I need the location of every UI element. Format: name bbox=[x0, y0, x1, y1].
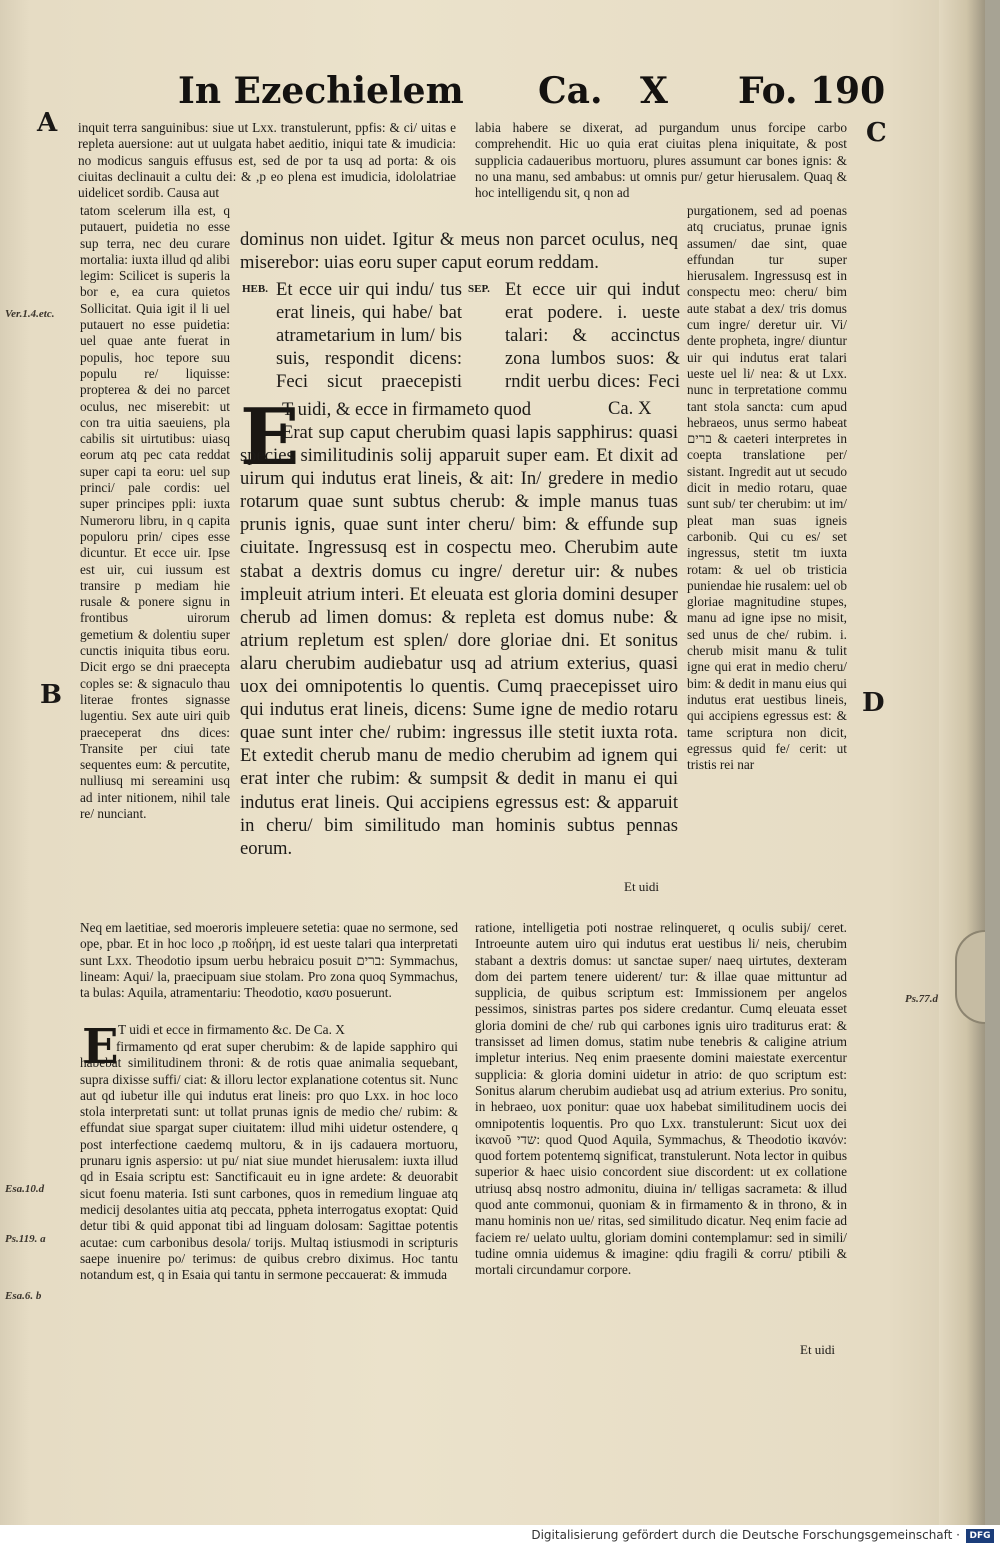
chapter-number: X bbox=[640, 70, 668, 112]
scripture-text: Erat sup caput cherubim quasi lapis sapphirus: quasi species similitudinis solij apparuit super eam. Et dixit ad uirum qui indutus erat lineis, & ait: In/ gredere in medio rotarum quae sunt subtus cherub: & imple manus tuas prunis ignis, quae sunt inter cheru/ bim: & effunde sup ciuitate. Ingressusq est in cospectu meo. Cherubim aute stabat a dextris domus cu ingre/ deretur uir: & nubes impleuit atrium interi. Et eleuata est gloria domini desuper cherub ad limen domus: & repleta est domus nube: & atrium repletum est splen/ dore gloriae dni. Et sonitus alaru cherubim audiebatur usq ad atrium exterius, quasi uox dei omnipotentis lo quentis. Cumq praecepisset uiro qui indutus erat lineis, dicens: Sume igne de medio rotaru quae sunt inter che/ rubim: ingressus ille stetit iuxta rota. Et extedit cherub manu de medio cherubim ad ignem qui erat inter che rubim: & sumpsit & dedit in manu ei qui indutus erat lineis. Qui accipiens egressus est: & apparuit in cheru/ bim similitudo man hominis subtus pennas eorum. bbox=[240, 422, 678, 859]
catchword-lower: Et uidi bbox=[800, 1342, 836, 1357]
sidebar-note: Ver.1.4.etc. bbox=[5, 308, 55, 320]
page-tab-marker bbox=[955, 930, 985, 1024]
margin-letter-a: A bbox=[37, 108, 58, 138]
version-label-heb: HEB. bbox=[242, 283, 268, 295]
scripture-intro: dominus non uidet. Igitur & meus non parcet oculus, neq miserebor: uias eoru super caput eorum reddam. bbox=[240, 229, 678, 274]
hebrew-version-text: Et ecce uir qui indu/ tus erat lineis, qui habe/ bat atrametarium in lum/ bis suis, respondit dicens: Feci sicut praecepisti bbox=[276, 279, 462, 393]
sidebar-note: Ps.119. a bbox=[5, 1233, 46, 1245]
catchword: Et uidi bbox=[624, 879, 660, 894]
commentary-lower-right: ratione, intelligetia poti nostrae relinqueret, q oculis subij/ ceret. Introeunte autem uiro qui indutus erat uestibus li/ neis, cherubim stabant a dextris domus: ut sanctae super/ naeq uirtutes, dexteram dom dei partem tenere uiderent/ tur: & illae quae mittuntur ad supplicia, de quibus scriptum est: Immissionem per angelos pessimos, sinistras partes pos sidere credantur. Cumq eleuata esset gloria domini de che/ rub qui carbones ignis uiro traditurus erat: & transisset ad limen domus, statim nube tenebris & caligine atrium impletur interius. Neq enim praesente domini maiestate exercentur supplicia: & gloria domini uidetur in atrio: de quo scriptum est: Sonitus alarum cherubim audiebat usq ad atrium exterius. Pro sonitu, in hebraeo, uox ponitur: quae uox habebat similitudinem uocis dei omnipotentis loquentis. Pro quo Lxx. transtulerunt: Sicut uox dei ἱκανοῦ שדי: quod Quod Aquila, Symmachus, & Theodotio ἱκανόν: quod fortem potentemq significat, transtulerunt. Nota lector in quibus superior & haec uisio concordent siue discordent: ut ex collatione utriusq absq nostro admonitu, diuina in/ telligas sacrameta: & illud quod ante commonui, quoniam & in firmamento & in throno, & in manu hominis non ue/ ritas, sed similitudo dicatur. Neq enim facie ad faciem re/ uelato uultu, gloriam domini contemplamur: sed in simili/ tudine omnia uidemus & imagine: qdiu fragili & corru/ ptibili & mortali circundamur corpore. bbox=[475, 920, 847, 1278]
sidebar-note: Ps.77.d bbox=[905, 993, 938, 1005]
commentary-lower-left: firmamento qd erat super cherubim: & de lapide sapphiro qui habebat similitudinem throni: & de rotis quae animalia sequebant, supra dixisse suffi/ ciat: & illoru lector explanatione cotentus sit. Nunc aut qd iubetur ille qui indutus erat lineis: pro quo Lxx. in hoc loco stola interpretati sunt: ut tollat prunas ignis de medio che/ rubim: & effundat siue spargat super ciuitatem: illud mihi uidetur ostendere, q post interfectione caedemq multoru, & in ijs cadauera mortuoru, prunaru ignis aspersio: ut pu/ niat siue mundet hierusalem: iuxta illud qd in Esaia scriptu est: Sanctificauit eu in igne ardete: & deuorabit sicut foenu materia. Isti sunt carbones, quos in remedium linguae atq medicij desolantes uitia atq peccata, ppheta interrogatus exoptat: Quid detur tibi & quid apponat tibi ad linguam dolosam: Sagittae potentis acutae: cum carbonibus desola/ torijs. Multaq istiusmodi in scripturis saepe inuenire po/ terimus: de quibus crebro diximus. Hoc tantu notandum est, q in Esaia qui tantu in sermone peccauerat: & immuda bbox=[80, 1039, 458, 1283]
version-label-sep: SEP. bbox=[468, 283, 490, 295]
commentary-top-left: inquit terra sanguinibus: siue ut Lxx. transtulerunt, ppfis: & ci/ uitas e repleta auersione: aut ut uulgata habet aeditio, iniqui tate & imudicia: no modicus sanguis effusus est, sed de por ta usq ad porta: & ois ciuitas declinauit a cultu dei: & ,p eo plena est imudicia, idololatriae uidelicet sordib. Causa aut bbox=[78, 120, 456, 201]
page-edge bbox=[939, 0, 985, 1525]
sidebar-note: Esa.6. b bbox=[5, 1290, 42, 1302]
sidebar-note: Esa.10.d bbox=[5, 1183, 45, 1195]
commentary-lower-left-top: Neq em laetitiae, sed moeroris impleuere setetia: quae no sermone, sed ope, pbar. Et in hoc loco ,p ποδήρη, id est ueste talari qua interpretati sunt Lxx. Theodotio ipsum uerbu hebraicu posuit ברים: Symmachus, lineam: Aqui/ la, praecipuam siue stolam. Pro zona quoq Symmachus, ta bulas: Aquila, atramentariu: Theodotio, κασυ posuerunt. bbox=[80, 920, 458, 1001]
running-title: In Ezechielem bbox=[178, 70, 464, 112]
scripture-first-line: T uidi, & ecce in firmameto quod bbox=[282, 399, 532, 420]
dfg-logo: DFG bbox=[966, 1529, 994, 1543]
chapter-reference: Ca. X bbox=[608, 398, 652, 419]
chapter-label: Ca. bbox=[538, 70, 603, 112]
commentary-top-right: labia habere se dixerat, ad purgandum unus forcipe carbo comprehendit. Hic uo quia erat ciuitas plena iniquitate, & post supplicia cadaueribus mortuoru, plures assumunt car bones ignis: & no una manu, sed ambabus: ut omnis pur/ getur hierusalem. Quaq & hoc intelligendu sit, q non ad bbox=[475, 120, 847, 201]
drop-capital-lower: E bbox=[82, 1019, 119, 1075]
commentary-right-column: purgationem, sed ad poenas atq cruciatus, prunae ignis assumen/ dae sint, quae effundan tur super hierusalem. Ingressusq est in conspectu meo: cheru/ bim aute stabat a dex/ tris domus cum ingre/ deretur uir. Vi/ dente propheta, ingre/ diuntur uir qui indutus erat talari ueste uel li/ nea: & ut Lxx. nunc in terpretatione commu tant stola sancta: cum apud hebraeos, unus sermo habeat ברים & caeteri interpretes in coepta translatione per/ sistant. Ingredit aut ut secudo dicit in medio rotaru, quae sunt sub/ ter cherubim: ut im/ pleat man suas igneis carbonib. Qui cu es/ set ingressus, stetit tm iuxta rotam: & uel ob tristicia puniendae hie rusalem: uel ob gloriae magnitudine stupes, manu ad igne ipse no misit, sed unus de che/ rubim. i. cherub misit manu & tulit igne qui erat in medio cheru/ bim: & dedit in manu eius qui indutus erat uestibus lineis, qui accipiens egressus est: & tame scriptura non dicit, egressus quid fe/ cerit: ut tristis rei nar bbox=[687, 203, 847, 773]
margin-letter-c: C bbox=[866, 118, 887, 148]
septuagint-version-text: Et ecce uir qui indut erat podere. i. ueste talari: & accinctus zona lumbos suos: & rndit uerbu dices: Feci bbox=[505, 279, 680, 393]
margin-letter-b: B bbox=[40, 680, 62, 710]
commentary-lemma: T uidi et ecce in firmamento &c. De Ca. X bbox=[118, 1022, 345, 1037]
commentary-left-column: tatom scelerum illa est, q putauert, puidetia no esse sup terra, nec deu curare mortalia: iuxta illud qd alibi legim: Scilicet is superis la bor e, ea cura quietos Sollicitat. Quia igit il li uel putauert no esse puidetia: uel quae ante fuerat in populis, hoc tepore suu populu re/ liquisse: propterea & dei no parcet oculus, nec miserebit: ut con tra uitia saeuiens, pla cabilis sit uirtutibus: uiasq eorum atq pec cata reddat super capi ta eoru: uel sup princi/ pale cordis: uel super principes ppli: iuxta Numeroru libru, in q capita populoru prin/ cipes esse dicuntur. Et ecce uir. Ipse est uir, cui iussum est transire p mediam hie rusale & ponere signu in frontibus uirorum gemetium & dolentiu super cunctis iniquita tibus eoru. Dicit ergo se dni praecepta coples se: & signaculo thau literae frontes signasse lugentiu. Sex aute uiri quib praeceperat dns dices: Transite per ciui tate sequentes eum: & percutite, nulliusq mi sereamini usq ad inter nitionem, nihil tale re/ nunciant. bbox=[80, 203, 230, 821]
folio-label: Fo. bbox=[738, 70, 798, 112]
drop-capital: E bbox=[240, 392, 300, 483]
margin-letter-d: D bbox=[862, 688, 885, 718]
footer-bar bbox=[0, 1525, 1000, 1550]
footer-credit: Digitalisierung gefördert durch die Deutsche Forschungsgemeinschaft · bbox=[531, 1528, 960, 1542]
folio-number: 190 bbox=[810, 70, 886, 112]
